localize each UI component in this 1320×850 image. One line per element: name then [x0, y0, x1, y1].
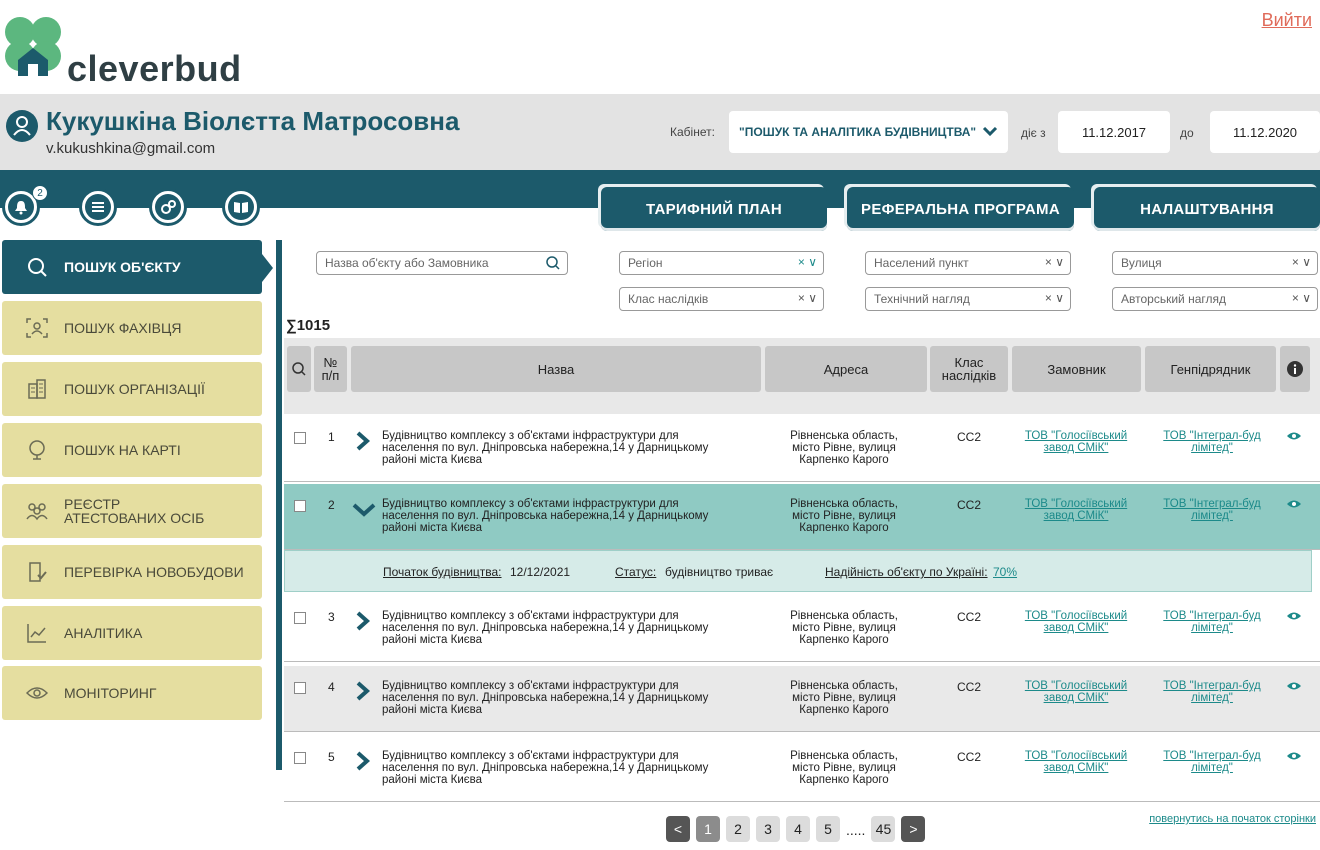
group-icon [24, 498, 50, 524]
table-row[interactable] [284, 666, 1320, 732]
book-info-button[interactable] [222, 188, 260, 226]
street-filter[interactable] [1112, 251, 1318, 275]
tech-supervision-filter[interactable] [865, 287, 1071, 311]
row-address-line: Рівненська область, [790, 498, 898, 510]
row-checkbox[interactable] [294, 432, 306, 444]
row-contractor-line: лімітед" [1191, 762, 1233, 774]
row-name [382, 750, 752, 786]
author-supervision-filter[interactable] [1112, 287, 1318, 311]
table-row[interactable] [284, 416, 1320, 482]
row-address-line: місто Рівне, вулиця [792, 442, 896, 454]
settlement-placeholder: Населений пункт [874, 256, 969, 270]
row-name-line: Будівництво комплексу з об'єктами інфраструктури для [382, 430, 679, 442]
notification-badge: 2 [32, 185, 48, 201]
tariff-plan-button[interactable]: ТАРИФНИЙ ПЛАН [601, 187, 827, 231]
row-contractor-link[interactable] [1150, 750, 1274, 774]
row-customer-line: завод СМіК" [1043, 762, 1109, 774]
row-customer-line: завод СМіК" [1043, 510, 1109, 522]
row-address [779, 610, 909, 646]
globe-icon [24, 437, 50, 463]
header-number-line2: п/п [321, 368, 340, 383]
clear-chevron-icon[interactable]: × ∨ [1044, 291, 1064, 305]
sidebar-item-label: ПОШУК НА КАРТІ [64, 442, 181, 458]
user-email: v.kukushkina@gmail.com [46, 140, 216, 157]
row-address-line: місто Рівне, вулиця [792, 762, 896, 774]
chart-line-icon [24, 620, 50, 646]
cabinet-value: "ПОШУК ТА АНАЛІТИКА БУДІВНИЦТВА" [739, 125, 977, 139]
clover-house-icon [0, 12, 66, 78]
start-date-label: Початок будівництва: [383, 565, 502, 579]
header-general-contractor[interactable]: Генпідрядник [1145, 346, 1276, 392]
prev-page-button[interactable]: < [666, 816, 690, 842]
row-contractor-line: лімітед" [1191, 622, 1233, 634]
status-value: будівництво триває [665, 565, 774, 579]
active-pointer [262, 254, 273, 282]
row-address [779, 680, 909, 716]
table-row[interactable] [284, 596, 1320, 662]
building-check-icon [24, 559, 50, 585]
class-placeholder: Клас наслідків [628, 292, 709, 306]
date-to-field[interactable]: 11.12.2020 [1210, 111, 1320, 153]
logo[interactable] [0, 12, 260, 89]
row-address-line: місто Рівне, вулиця [792, 622, 896, 634]
row-name [382, 680, 752, 716]
row-customer-link[interactable] [1014, 498, 1138, 522]
header-info[interactable] [1280, 346, 1310, 392]
street-placeholder: Вулиця [1121, 256, 1162, 270]
row-address-line: Карпенко Карого [799, 704, 889, 716]
row-checkbox[interactable] [294, 612, 306, 624]
row-name-line: Будівництво комплексу з об'єктами інфраструктури для [382, 498, 679, 510]
row-customer-line: ТОВ "Голосіївський [1024, 430, 1128, 442]
profile-bar [0, 94, 1320, 170]
row-contractor-line: лімітед" [1191, 510, 1233, 522]
table-row[interactable] [284, 736, 1320, 802]
settings-button[interactable]: НАЛАШТУВАННЯ [1094, 187, 1320, 231]
clear-chevron-icon[interactable]: × ∨ [797, 291, 817, 305]
pagination [666, 816, 925, 842]
row-customer-line: ТОВ "Голосіївський [1024, 680, 1128, 692]
date-to-label: до [1180, 126, 1194, 140]
row-number: 1 [328, 430, 335, 444]
header-customer[interactable]: Замовник [1012, 346, 1141, 392]
search-placeholder: Назва об'єкту або Замовника [325, 256, 489, 270]
reliability-value[interactable]: 70% [993, 565, 1018, 579]
row-class: СС2 [956, 430, 981, 444]
header-name[interactable]: Назва [351, 346, 761, 392]
chevron-right-icon[interactable] [354, 680, 372, 702]
row-details-panel [284, 550, 1312, 592]
cabinet-label: Кабінет: [670, 125, 715, 139]
row-checkbox[interactable] [294, 682, 306, 694]
row-number: 4 [328, 680, 335, 694]
notifications-button[interactable] [2, 187, 43, 226]
author-placeholder: Авторський нагляд [1121, 292, 1226, 306]
reliability-label: Надійність об'єкту по Україні: [825, 565, 988, 579]
row-customer-line: завод СМіК" [1043, 692, 1109, 704]
row-name-line: районі міста Києва [382, 774, 483, 786]
row-class: СС2 [956, 750, 981, 764]
eye-icon [24, 680, 50, 706]
settlement-filter[interactable] [865, 251, 1071, 275]
search-icon[interactable] [545, 255, 561, 271]
sidebar-item-label [64, 497, 204, 525]
sidebar-item-label: ПЕРЕВІРКА НОВОБУДОВИ [64, 564, 244, 580]
row-class: СС2 [956, 610, 981, 624]
sidebar-item-certified-registry[interactable] [2, 484, 262, 538]
clear-chevron-icon[interactable]: × ∨ [797, 255, 817, 269]
sidebar-item-map-search[interactable] [2, 423, 262, 477]
row-address-line: Рівненська область, [790, 750, 898, 762]
row-contractor-link[interactable] [1150, 430, 1274, 454]
registry-label-line2: АТЕСТОВАНИХ ОСІБ [64, 510, 205, 526]
sidebar-item-label: ПОШУК ОБ'ЄКТУ [64, 259, 181, 275]
row-contractor-link[interactable] [1150, 680, 1274, 704]
sidebar-item-label: МОНІТОРИНГ [64, 685, 157, 701]
row-customer-link[interactable] [1014, 750, 1138, 774]
row-contractor-line: лімітед" [1191, 442, 1233, 454]
row-number: 3 [328, 610, 335, 624]
sidebar-item-analytics[interactable] [2, 606, 262, 660]
row-contractor-line: ТОВ "Інтеграл-буд [1163, 750, 1261, 762]
results-total: ∑1015 [286, 317, 331, 334]
eye-icon[interactable] [1286, 498, 1302, 510]
row-address-line: місто Рівне, вулиця [792, 510, 896, 522]
search-icon [291, 361, 307, 377]
row-name-line: районі міста Києва [382, 522, 483, 534]
row-name-line: Будівництво комплексу з об'єктами інфраструктури для [382, 680, 679, 692]
eye-icon[interactable] [1286, 680, 1302, 692]
person-frame-icon [24, 315, 50, 341]
date-from-field[interactable]: 11.12.2017 [1058, 111, 1170, 153]
sidebar-item-organization-search[interactable] [2, 362, 262, 416]
row-checkbox[interactable] [294, 752, 306, 764]
page-button[interactable]: 4 [786, 816, 810, 842]
building-icon [24, 376, 50, 402]
user-name: Кукушкіна Віолєтта Матросовна [46, 106, 460, 136]
row-address-line: місто Рівне, вулиця [792, 692, 896, 704]
list-button[interactable] [79, 188, 117, 226]
row-customer-line: ТОВ "Голосіївський [1024, 750, 1128, 762]
row-contractor-link[interactable] [1150, 610, 1274, 634]
row-customer-line: ТОВ "Голосіївський [1024, 610, 1128, 622]
page-button[interactable]: 1 [696, 816, 720, 842]
column-search-button[interactable] [287, 346, 311, 392]
search-icon [24, 254, 50, 280]
row-customer-line: завод СМіК" [1043, 442, 1109, 454]
row-name [382, 430, 752, 466]
row-address [779, 498, 909, 534]
row-contractor-line: ТОВ "Інтеграл-буд [1163, 610, 1261, 622]
back-to-top-link[interactable]: повернутись на початок сторінки [1149, 813, 1316, 825]
eye-icon[interactable] [1286, 430, 1302, 442]
row-name-line: населення по вул. Дніпровська набережна,14 у Дарницькому [382, 622, 709, 634]
row-name-line: Будівництво комплексу з об'єктами інфраструктури для [382, 750, 679, 762]
row-class: СС2 [956, 680, 981, 694]
row-name-line: районі міста Києва [382, 704, 483, 716]
chevron-down-icon [982, 123, 998, 139]
row-name-line: Будівництво комплексу з об'єктами інфраструктури для [382, 610, 679, 622]
brand-name: cleverbud [67, 48, 242, 89]
clear-chevron-icon[interactable]: × ∨ [1044, 255, 1064, 269]
row-class: СС2 [956, 498, 981, 512]
clear-chevron-icon[interactable]: × ∨ [1291, 291, 1311, 305]
sidebar-item-monitoring[interactable] [2, 666, 262, 720]
row-address-line: Карпенко Карого [799, 454, 889, 466]
row-address-line: Карпенко Карого [799, 522, 889, 534]
region-placeholder: Регіон [628, 256, 663, 270]
header-class-line1: Клас [954, 355, 984, 370]
row-customer-line: ТОВ "Голосіївський [1024, 498, 1128, 510]
referral-program-button[interactable]: РЕФЕРАЛЬНА ПРОГРАМА [847, 187, 1074, 231]
chevron-right-icon[interactable] [354, 750, 372, 772]
header-class-line2: наслідків [941, 368, 997, 383]
user-icon [6, 110, 38, 142]
row-contractor-line: ТОВ "Інтеграл-буд [1163, 430, 1261, 442]
sidebar-item-label: ПОШУК ОРГАНІЗАЦІЇ [64, 381, 205, 397]
row-name-line: населення по вул. Дніпровська набережна,14 у Дарницькому [382, 692, 709, 704]
gears-button[interactable] [149, 188, 187, 226]
cabinet-select[interactable] [729, 111, 1008, 153]
row-contractor-line: ТОВ "Інтеграл-буд [1163, 498, 1261, 510]
book-info-icon [228, 194, 254, 220]
header-address[interactable]: Адреса [765, 346, 927, 392]
row-contractor-line: ТОВ "Інтеграл-буд [1163, 680, 1261, 692]
page-button[interactable]: 5 [816, 816, 840, 842]
logout-link[interactable]: Вийти [1261, 10, 1312, 30]
chevron-down-icon[interactable] [352, 502, 376, 518]
status-label: Статус: [615, 565, 657, 579]
sidebar-item-specialist-search[interactable] [2, 301, 262, 355]
row-contractor-link[interactable] [1150, 498, 1274, 522]
row-name-line: населення по вул. Дніпровська набережна,14 у Дарницькому [382, 510, 709, 522]
pagination-ellipsis: ..... [846, 822, 866, 838]
date-from-label: діє з [1021, 126, 1046, 140]
row-name-line: районі міста Києва [382, 454, 483, 466]
row-address [779, 430, 909, 466]
class-filter[interactable] [619, 287, 824, 311]
page-button[interactable]: 3 [756, 816, 780, 842]
start-date-value: 12/12/2021 [510, 565, 571, 579]
sidebar-item-object-search[interactable] [2, 240, 262, 294]
sidebar-item-new-building-check[interactable] [2, 545, 262, 599]
row-name-line: районі міста Києва [382, 634, 483, 646]
row-address-line: Рівненська область, [790, 610, 898, 622]
header-number [314, 346, 347, 392]
clear-chevron-icon[interactable]: × ∨ [1291, 255, 1311, 269]
row-address-line: Рівненська область, [790, 680, 898, 692]
chevron-right-icon[interactable] [354, 610, 372, 632]
content-divider [276, 240, 282, 770]
row-address-line: Карпенко Карого [799, 634, 889, 646]
region-filter[interactable] [619, 251, 824, 275]
page-button[interactable]: 45 [871, 816, 895, 842]
object-search-input[interactable] [316, 251, 568, 275]
next-page-button[interactable]: > [901, 816, 925, 842]
row-checkbox[interactable] [294, 500, 306, 512]
list-icon [85, 194, 111, 220]
row-number: 5 [328, 750, 335, 764]
bell-icon [8, 194, 34, 220]
row-customer-link[interactable] [1014, 680, 1138, 704]
row-name-line: населення по вул. Дніпровська набережна,14 у Дарницькому [382, 442, 709, 454]
sidebar-item-label: ПОШУК ФАХІВЦЯ [64, 320, 182, 336]
tech-placeholder: Технічний нагляд [874, 292, 970, 306]
row-name-line: населення по вул. Дніпровська набережна,14 у Дарницькому [382, 762, 709, 774]
row-address [779, 750, 909, 786]
row-name [382, 610, 752, 646]
table-row[interactable] [284, 484, 1320, 550]
row-contractor-line: лімітед" [1191, 692, 1233, 704]
row-name [382, 498, 752, 534]
registry-label-line1: РЕЄСТР [64, 496, 121, 512]
page-button[interactable]: 2 [726, 816, 750, 842]
row-customer-line: завод СМіК" [1043, 622, 1109, 634]
header-class[interactable] [930, 346, 1008, 392]
chevron-right-icon[interactable] [354, 430, 372, 452]
eye-icon[interactable] [1286, 610, 1302, 622]
eye-icon[interactable] [1286, 750, 1302, 762]
header-number-line1: № [323, 355, 338, 370]
row-number: 2 [328, 498, 335, 512]
row-address-line: Рівненська область, [790, 430, 898, 442]
gears-icon [155, 194, 181, 220]
row-customer-link[interactable] [1014, 430, 1138, 454]
info-icon [1286, 360, 1304, 378]
row-customer-link[interactable] [1014, 610, 1138, 634]
sidebar-item-label: АНАЛІТИКА [64, 625, 143, 641]
row-address-line: Карпенко Карого [799, 774, 889, 786]
